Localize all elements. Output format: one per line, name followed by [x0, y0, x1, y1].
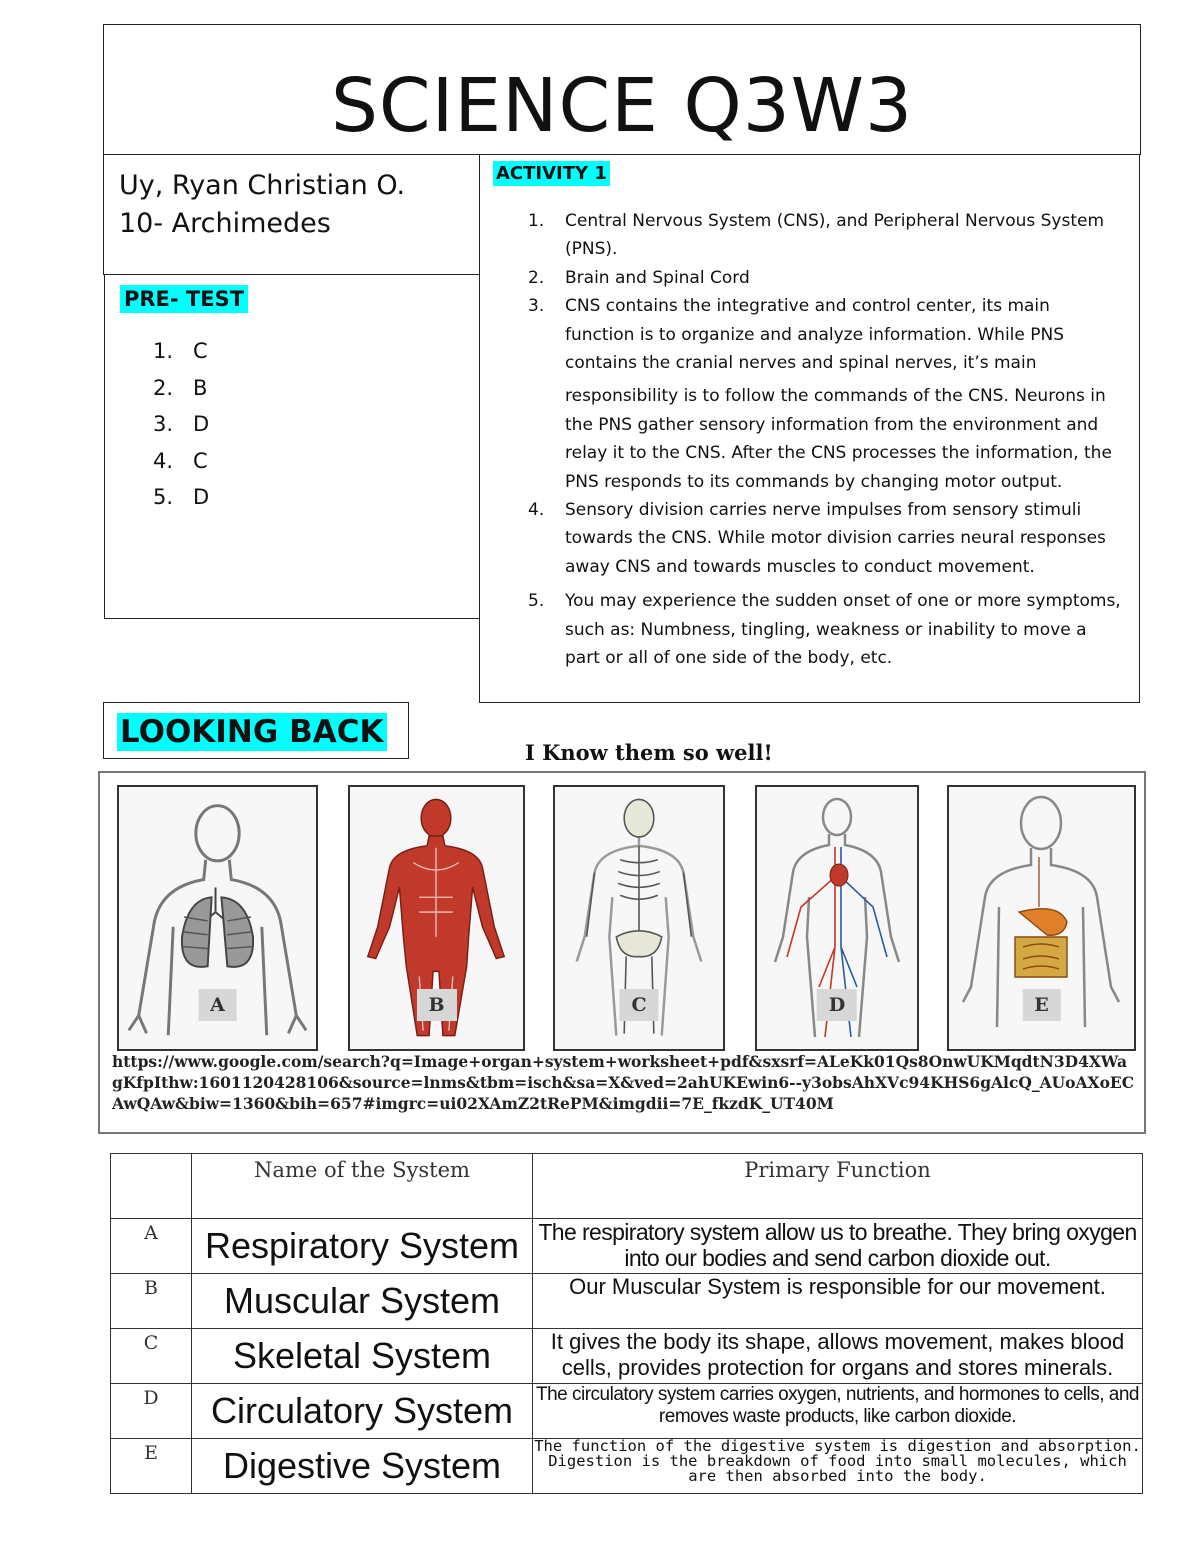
item-number: 4.: [153, 448, 174, 473]
answer-text: Brain and Spinal Cord: [565, 267, 750, 288]
header-system-name: Name of the System: [192, 1154, 533, 1219]
system-function: The function of the digestive system is digestion and absorption. Digestion is the breakdown of food into small molecules, which are then absorbed into the body.: [533, 1439, 1143, 1494]
image-source-link[interactable]: https://www.google.com/search?q=Image+organ+system+worksheet+pdf&sxsrf=ALeKk01Qs8OnwUKMqdtN3D4XWagKfpIthw:1601120428106&source=lnms&tbm=isch&sa=X&ved=2ahUKEwin6--y3obsAhXVc94KHS6gAlcQ_AUoAXoECAwQAw&biw=1360&bih=657#imgrc=ui02XAmZ2tRePM&imgdii=7E_fkzdK_UT40M: [112, 1052, 1135, 1113]
system-name: Circulatory System: [192, 1384, 533, 1439]
answer: D: [193, 412, 210, 436]
panel-a: [117, 785, 318, 1051]
answer: B: [193, 375, 208, 400]
table-row: [111, 1274, 1143, 1329]
table-row: [111, 1219, 1143, 1274]
panel-e: [947, 785, 1136, 1051]
organ-system-table: [110, 1153, 1143, 1494]
activity-answers: [528, 207, 1123, 673]
organ-system-figure: [98, 771, 1146, 1134]
list-item: [528, 264, 1123, 292]
pretest-box: [104, 274, 480, 619]
student-info: [119, 167, 405, 243]
list-item: [528, 207, 1123, 264]
list-item: [153, 370, 209, 407]
item-number: 3.: [153, 412, 174, 436]
system-name: Muscular System: [192, 1274, 533, 1329]
answer-text-continued: responsibility is to follow the commands of the CNS. Neurons in the PNS gather sensory information from the environment and relay it to the CNS. After the CNS processes the information, the PNS responds to its commands by changing motor output.: [565, 386, 1112, 492]
list-item: [153, 406, 209, 443]
page-title: SCIENCE Q3W3: [330, 63, 914, 149]
list-item: [528, 587, 1123, 672]
panel-b: [348, 785, 525, 1051]
item-number: 4.: [528, 500, 545, 521]
item-number: 2.: [153, 375, 174, 400]
row-letter: C: [111, 1329, 192, 1384]
row-letter: A: [111, 1219, 192, 1274]
list-item: [528, 496, 1123, 581]
activity-label: ACTIVITY 1: [493, 161, 610, 186]
system-function: It gives the body its shape, allows movement, makes blood cells, provides protection for organs and stores minerals.: [533, 1329, 1143, 1384]
table-row: [111, 1329, 1143, 1384]
list-item: [528, 292, 1123, 496]
looking-back-label: LOOKING BACK: [117, 713, 387, 751]
header-primary-function: Primary Function: [533, 1154, 1143, 1219]
table-row: [111, 1439, 1143, 1494]
pretest-label: PRE- TEST: [120, 285, 248, 313]
title-box: [103, 24, 1141, 155]
header-letter: [111, 1154, 192, 1219]
student-section: 10- Archimedes: [119, 208, 331, 239]
table-row: [111, 1384, 1143, 1439]
panel-letter: E: [1022, 989, 1060, 1021]
answer-text: You may experience the sudden onset of one or more symptoms, such as: Numbness, tingling, weakness or inability to move a part or all of one side of the body, etc.: [565, 591, 1121, 669]
activity-box: [479, 154, 1140, 703]
student-name: Uy, Ryan Christian O.: [119, 170, 406, 201]
system-function: Our Muscular System is responsible for our movement.: [533, 1274, 1143, 1329]
panel-letter: C: [619, 989, 658, 1021]
looking-back-box: [103, 702, 409, 759]
row-letter: E: [111, 1439, 192, 1494]
item-number: 2.: [528, 267, 545, 288]
item-number: 1.: [528, 211, 545, 231]
panel-c: [553, 785, 725, 1051]
item-number: 5.: [528, 591, 545, 612]
system-name: Respiratory System: [192, 1219, 533, 1274]
list-item: [153, 443, 209, 480]
pretest-answers: [153, 333, 209, 516]
answer-text: Sensory division carries nerve impulses from sensory stimuli towards the CNS. While motor division carries neural responses away CNS and towards muscles to conduct movement.: [565, 500, 1106, 577]
answer: C: [193, 339, 208, 363]
system-name: Digestive System: [192, 1439, 533, 1494]
panel-d: [755, 785, 919, 1051]
item-number: 3.: [528, 296, 545, 317]
list-item: [153, 479, 209, 516]
system-function: The circulatory system carries oxygen, nutrients, and hormones to cells, and removes waste products, like carbon dioxide.: [533, 1384, 1143, 1439]
answer-text: CNS contains the integrative and control center, its main function is to organize and analyze information. While PNS contains the cranial nerves and spinal nerves, it’s main: [565, 296, 1065, 374]
system-function: The respiratory system allow us to breathe. They bring oxygen into our bodies and send carbon dioxide out.: [533, 1219, 1143, 1274]
row-letter: B: [111, 1274, 192, 1329]
item-number: 5.: [153, 485, 174, 509]
table-header-row: [111, 1154, 1143, 1219]
panel-letter: B: [416, 989, 456, 1021]
row-letter: D: [111, 1384, 192, 1439]
student-info-box: [103, 154, 480, 275]
answer-text: Central Nervous System (CNS), and Peripheral Nervous System (PNS).: [565, 211, 1105, 260]
item-number: 1.: [153, 339, 174, 363]
panel-letter: D: [817, 989, 857, 1021]
answer: D: [193, 485, 210, 509]
system-name: Skeletal System: [192, 1329, 533, 1384]
panel-letter: A: [198, 989, 237, 1021]
list-item: [153, 333, 209, 370]
figure-subheading: I Know them so well!: [525, 740, 773, 765]
answer: C: [193, 448, 208, 473]
